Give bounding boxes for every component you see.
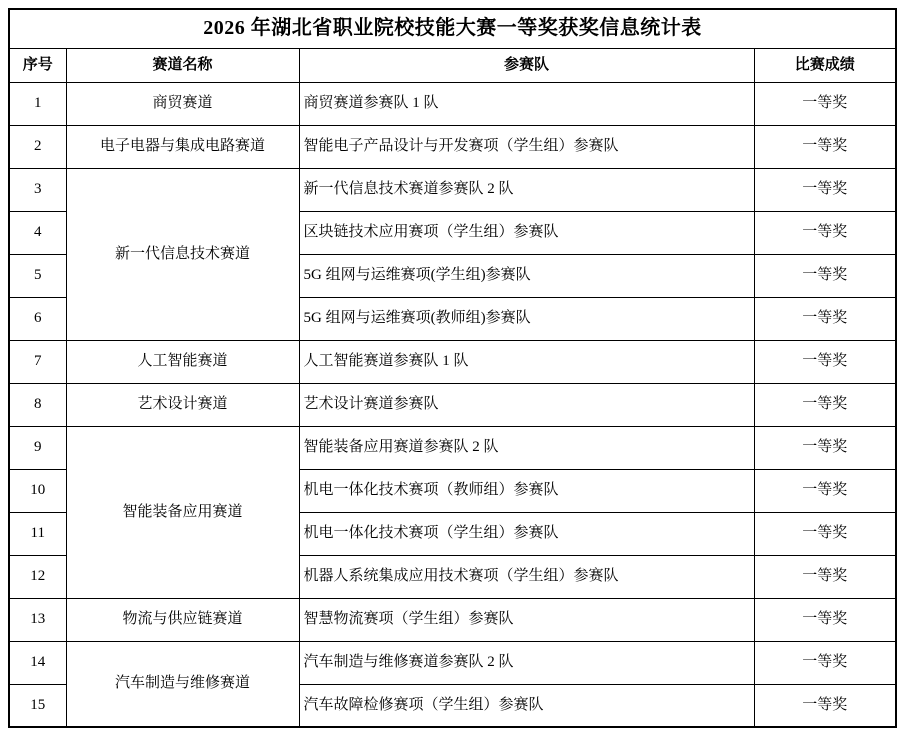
- track-name-cell: 物流与供应链赛道: [66, 598, 299, 641]
- result-cell: 一等奖: [754, 82, 896, 125]
- result-cell: 一等奖: [754, 598, 896, 641]
- track-name-cell: 商贸赛道: [66, 82, 299, 125]
- result-cell: 一等奖: [754, 254, 896, 297]
- row-number-cell: 9: [9, 426, 66, 469]
- row-number-cell: 12: [9, 555, 66, 598]
- track-name-cell: 汽车制造与维修赛道: [66, 641, 299, 727]
- team-cell: 汽车制造与维修赛道参赛队 2 队: [299, 641, 754, 684]
- team-cell: 商贸赛道参赛队 1 队: [299, 82, 754, 125]
- track-name-cell: 新一代信息技术赛道: [66, 168, 299, 340]
- row-number-cell: 4: [9, 211, 66, 254]
- column-header-result: 比赛成绩: [754, 48, 896, 82]
- row-number-cell: 10: [9, 469, 66, 512]
- result-cell: 一等奖: [754, 340, 896, 383]
- row-number-cell: 14: [9, 641, 66, 684]
- row-number-cell: 7: [9, 340, 66, 383]
- result-cell: 一等奖: [754, 555, 896, 598]
- team-cell: 区块链技术应用赛项（学生组）参赛队: [299, 211, 754, 254]
- team-cell: 新一代信息技术赛道参赛队 2 队: [299, 168, 754, 211]
- table-row: [9, 168, 896, 211]
- team-cell: 智慧物流赛项（学生组）参赛队: [299, 598, 754, 641]
- team-cell: 智能电子产品设计与开发赛项（学生组）参赛队: [299, 125, 754, 168]
- track-name-cell: 智能装备应用赛道: [66, 426, 299, 598]
- result-cell: 一等奖: [754, 469, 896, 512]
- table-body: [9, 82, 896, 727]
- award-statistics-table: [8, 8, 897, 728]
- column-header-track: 赛道名称: [66, 48, 299, 82]
- team-cell: 5G 组网与运维赛项(教师组)参赛队: [299, 297, 754, 340]
- table-title-row: [9, 9, 896, 48]
- result-cell: 一等奖: [754, 125, 896, 168]
- row-number-cell: 3: [9, 168, 66, 211]
- table-row: [9, 641, 896, 684]
- table-row: [9, 340, 896, 383]
- result-cell: 一等奖: [754, 168, 896, 211]
- result-cell: 一等奖: [754, 641, 896, 684]
- team-cell: 5G 组网与运维赛项(学生组)参赛队: [299, 254, 754, 297]
- track-name-cell: 电子电器与集成电路赛道: [66, 125, 299, 168]
- team-cell: 机电一体化技术赛项（学生组）参赛队: [299, 512, 754, 555]
- team-cell: 智能装备应用赛道参赛队 2 队: [299, 426, 754, 469]
- team-cell: 汽车故障检修赛项（学生组）参赛队: [299, 684, 754, 727]
- row-number-cell: 8: [9, 383, 66, 426]
- table-row: [9, 598, 896, 641]
- page-title: 2026 年湖北省职业院校技能大赛一等奖获奖信息统计表: [9, 9, 896, 48]
- result-cell: 一等奖: [754, 211, 896, 254]
- table-row: [9, 82, 896, 125]
- track-name-cell: 艺术设计赛道: [66, 383, 299, 426]
- table-row: [9, 125, 896, 168]
- team-cell: 人工智能赛道参赛队 1 队: [299, 340, 754, 383]
- result-cell: 一等奖: [754, 684, 896, 727]
- result-cell: 一等奖: [754, 512, 896, 555]
- row-number-cell: 1: [9, 82, 66, 125]
- result-cell: 一等奖: [754, 426, 896, 469]
- column-header-index: 序号: [9, 48, 66, 82]
- row-number-cell: 13: [9, 598, 66, 641]
- row-number-cell: 15: [9, 684, 66, 727]
- table-row: [9, 426, 896, 469]
- team-cell: 机器人系统集成应用技术赛项（学生组）参赛队: [299, 555, 754, 598]
- row-number-cell: 5: [9, 254, 66, 297]
- row-number-cell: 6: [9, 297, 66, 340]
- table-header-row: [9, 48, 896, 82]
- team-cell: 机电一体化技术赛项（教师组）参赛队: [299, 469, 754, 512]
- row-number-cell: 2: [9, 125, 66, 168]
- track-name-cell: 人工智能赛道: [66, 340, 299, 383]
- table-row: [9, 383, 896, 426]
- result-cell: 一等奖: [754, 297, 896, 340]
- row-number-cell: 11: [9, 512, 66, 555]
- result-cell: 一等奖: [754, 383, 896, 426]
- team-cell: 艺术设计赛道参赛队: [299, 383, 754, 426]
- column-header-team: 参赛队: [299, 48, 754, 82]
